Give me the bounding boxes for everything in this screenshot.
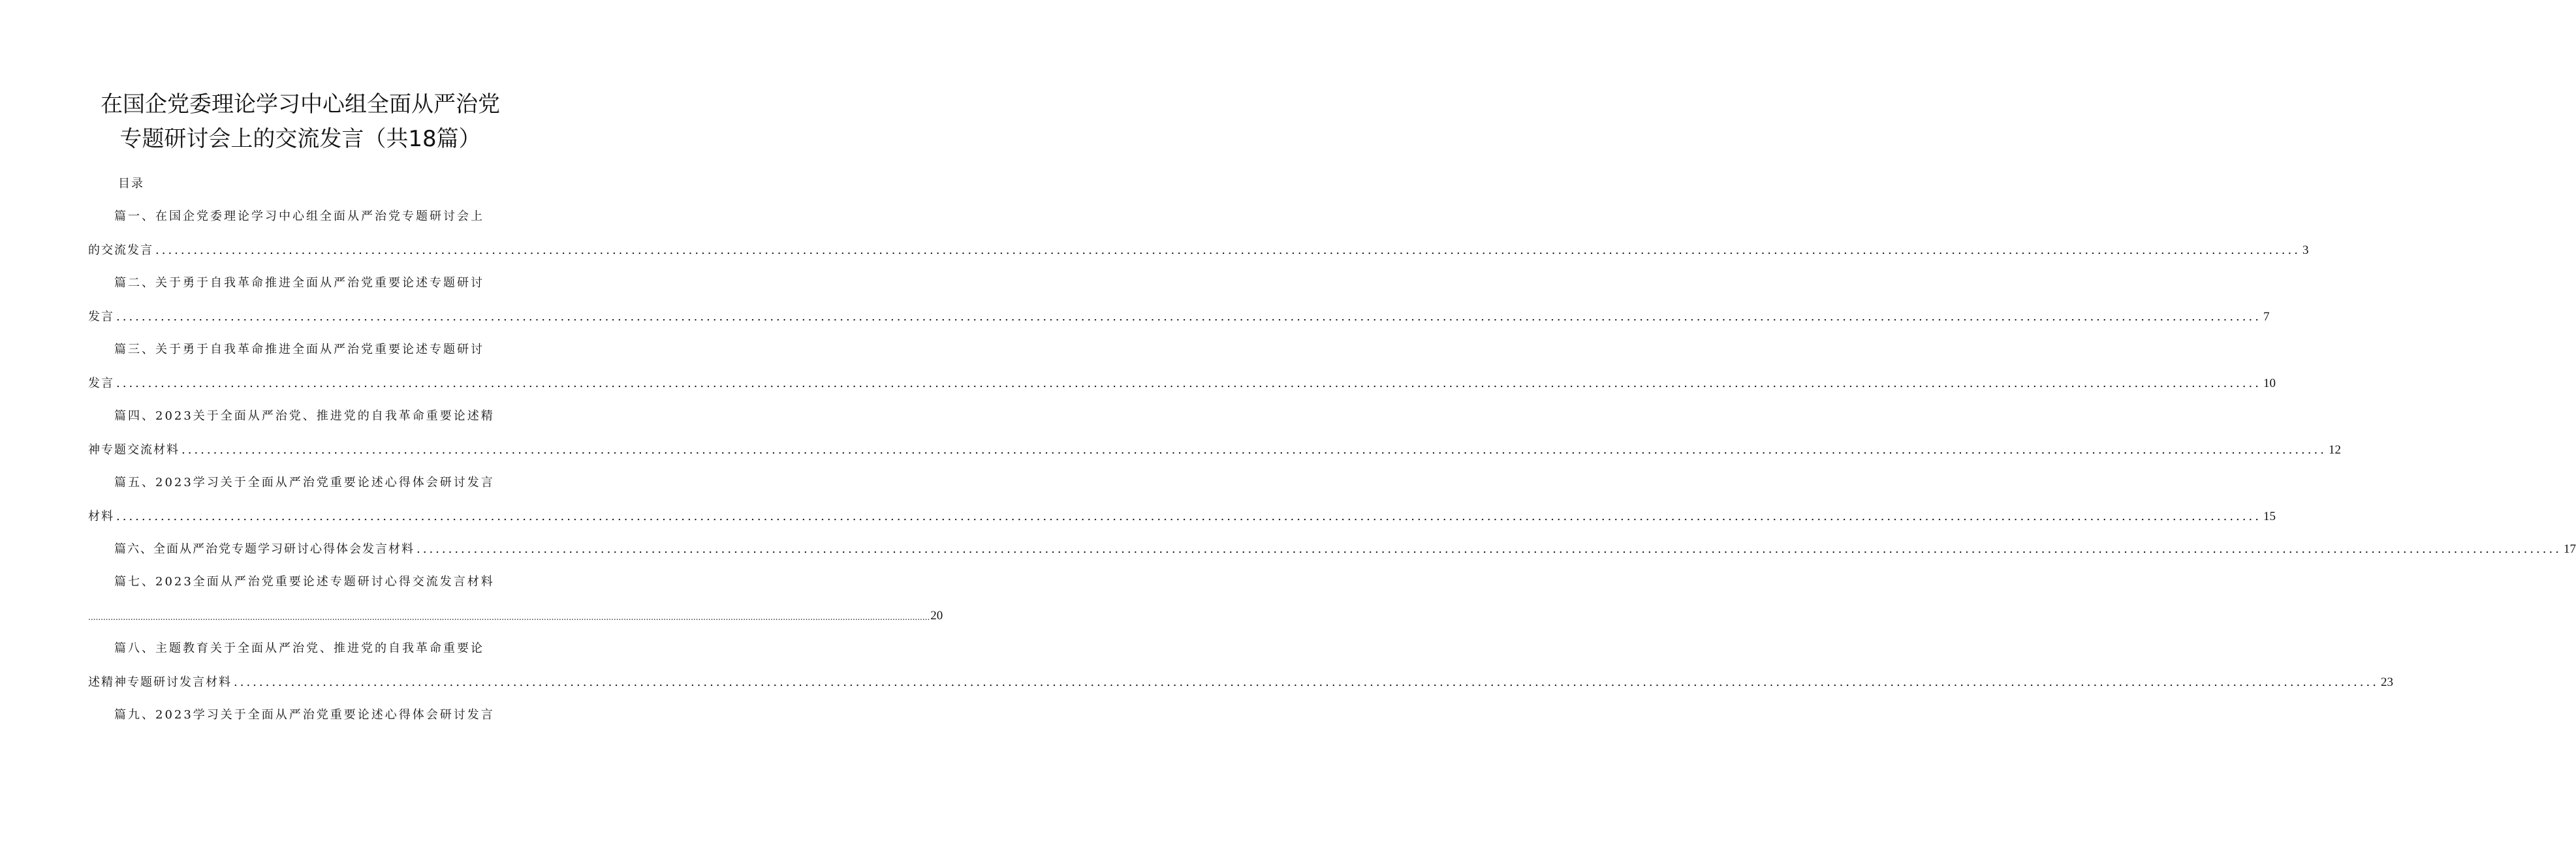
toc-entry-2[interactable] — [88, 309, 2270, 325]
toc-entry-5[interactable] — [88, 509, 2276, 525]
toc-entry-4-page: 12 — [2328, 443, 2341, 457]
toc-entry-1[interactable] — [88, 243, 2309, 258]
toc-entry-7-page: 20 — [930, 609, 943, 623]
document-title-line-2: 专题研讨会上的交流发言（共18篇） — [119, 126, 481, 152]
toc-entry-4-line-2: 神专题交流材料 — [88, 443, 180, 457]
toc-entry-5-page: 15 — [2263, 510, 2276, 523]
toc-entry-5-line-1: 篇五、2023学习关于全面从严治党重要论述心得体会研讨发言 — [114, 476, 495, 489]
toc-entry-9-line-1: 篇九、2023学习关于全面从严治党重要论述心得体会研讨发言 — [114, 708, 495, 722]
toc-entry-8-page: 23 — [2380, 675, 2393, 689]
document-title-line-1: 在国企党委理论学习中心组全面从严治党 — [101, 91, 500, 117]
toc-entry-3[interactable] — [88, 376, 2276, 392]
toc-leader-dots: .................................................................................................................................................................................................................................................................................................................................................. — [116, 510, 2261, 523]
toc-entry-1-line-1: 篇一、在国企党委理论学习中心组全面从严治党专题研讨会上 — [114, 209, 484, 223]
toc-leader-dots: .................................................................................................................................................................................................................................................................................................................................................. — [234, 675, 2379, 689]
toc-leader-dots: .................................................................................................................................................................................................................................................................................................................................................. — [116, 377, 2261, 390]
toc-leader-dots: .................................................................................................................................................................................................................................................................................................................................................. — [88, 613, 930, 622]
toc-entry-6-text: 篇六、全面从严治党专题学习研讨心得体会发言材料 — [114, 542, 415, 556]
toc-leader-dots: .................................................................................................................................................................................................................................................................................................................................................. — [416, 542, 2562, 556]
toc-entry-5-line-2: 材料 — [88, 510, 114, 523]
toc-leader-dots: .................................................................................................................................................................................................................................................................................................................................................. — [181, 443, 2327, 457]
toc-heading: 目录 — [118, 177, 144, 191]
toc-entry-2-line-2: 发言 — [88, 310, 114, 324]
toc-entry-1-page: 3 — [2302, 243, 2309, 257]
toc-entry-3-line-1: 篇三、关于勇于自我革命推进全面从严治党重要论述专题研讨 — [114, 343, 484, 356]
toc-leader-dots: .................................................................................................................................................................................................................................................................................................................................................. — [116, 310, 2261, 324]
toc-entry-8-line-2: 述精神专题研讨发言材料 — [88, 675, 232, 689]
toc-entry-3-line-2: 发言 — [88, 377, 114, 390]
toc-entry-4-line-1: 篇四、2023关于全面从严治党、推进党的自我革命重要论述精 — [114, 409, 495, 423]
toc-entry-8[interactable] — [88, 675, 2393, 690]
toc-entry-2-page: 7 — [2263, 310, 2270, 324]
toc-entry-2-line-1: 篇二、关于勇于自我革命推进全面从严治党重要论述专题研讨 — [114, 276, 484, 290]
toc-entry-6-page: 17 — [2563, 542, 2576, 556]
toc-entry-4[interactable] — [88, 442, 2341, 458]
toc-entry-7[interactable] — [88, 608, 943, 624]
toc-entry-6[interactable] — [114, 542, 2576, 557]
toc-entry-8-line-1: 篇八、主题教育关于全面从严治党、推进党的自我革命重要论 — [114, 641, 484, 655]
toc-entry-1-line-2: 的交流发言 — [88, 243, 153, 257]
toc-leader-dots: .................................................................................................................................................................................................................................................................................................................................................. — [155, 243, 2301, 257]
toc-entry-7-line-1: 篇七、2023全面从严治党重要论述专题研讨心得交流发言材料 — [114, 575, 495, 589]
toc-entry-3-page: 10 — [2263, 377, 2276, 390]
